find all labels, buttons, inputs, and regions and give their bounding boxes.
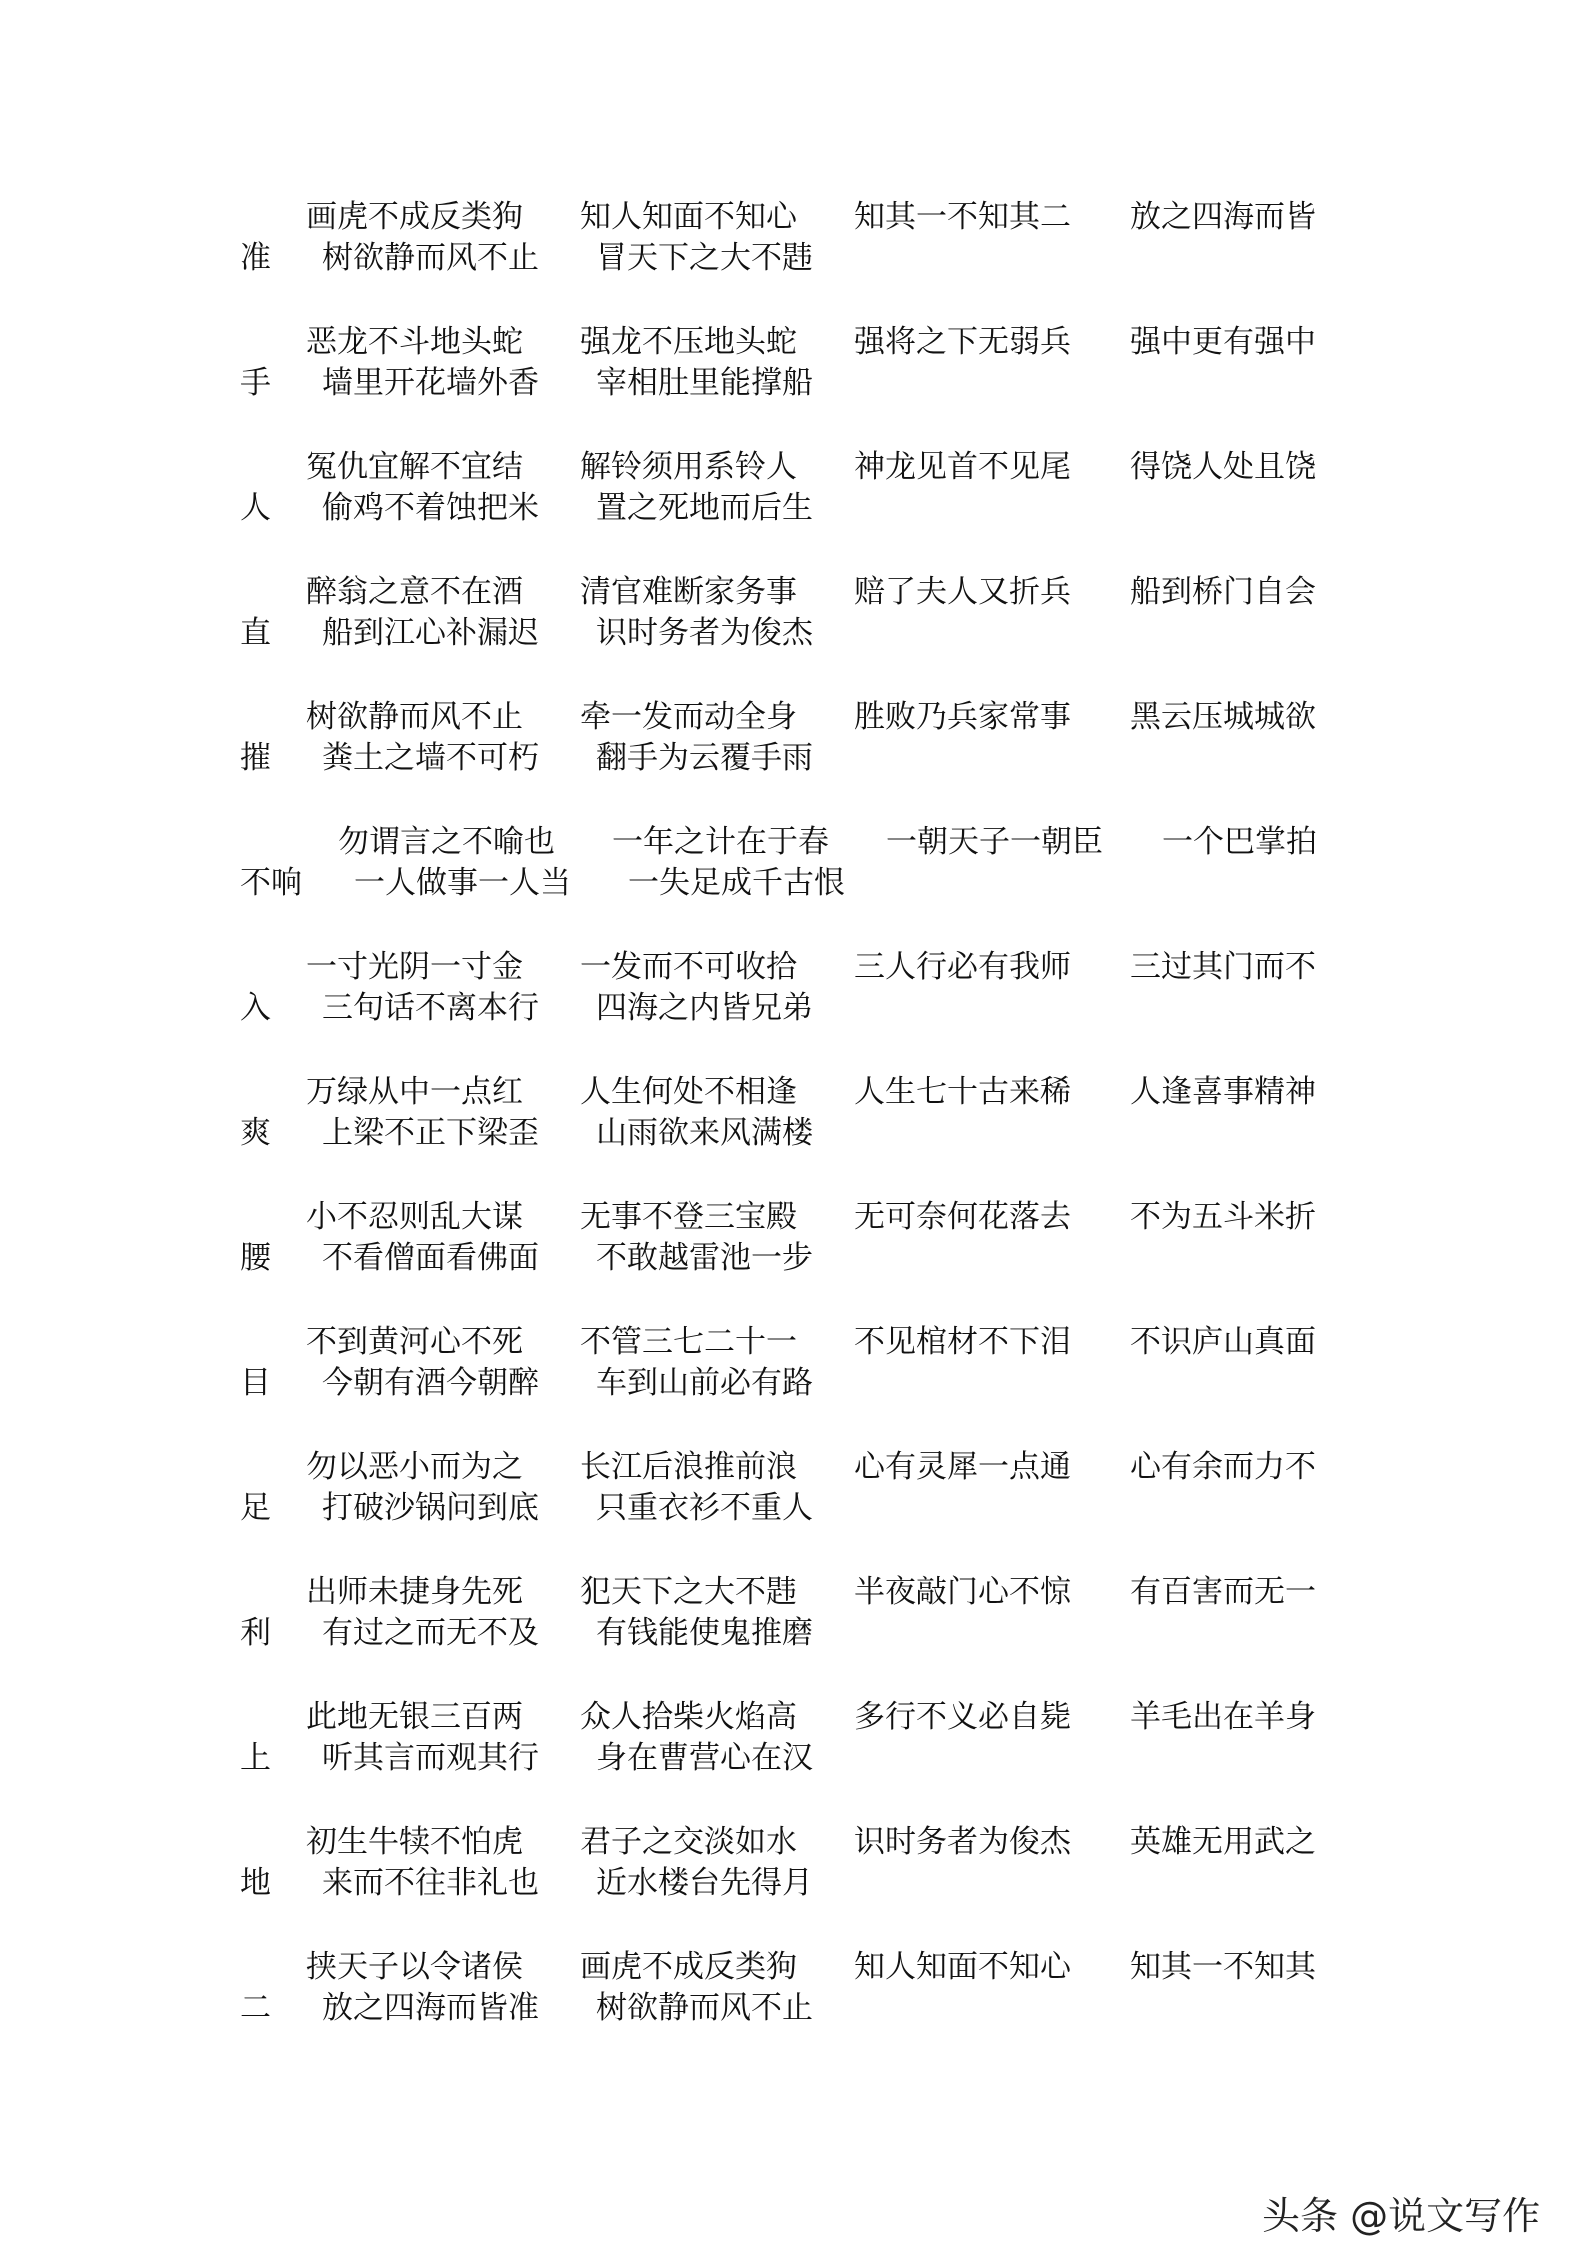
idiom: 出师未捷身先死: [306, 1574, 523, 1610]
idiom-tail: 利: [240, 1615, 271, 1651]
idiom: 此地无银三百两: [306, 1699, 523, 1735]
idiom-entry: [240, 1695, 1340, 1785]
idiom-tail: 腰: [240, 1240, 271, 1276]
idiom: 只重衣衫不重人: [596, 1490, 813, 1526]
idiom: 来而不往非礼也: [322, 1865, 539, 1901]
idiom: 一人做事一人当: [354, 865, 571, 901]
idiom: 不见棺材不下泪: [854, 1324, 1071, 1360]
idiom: 一朝天子一朝臣: [886, 824, 1103, 860]
idiom-partial: 黑云压城城欲: [1130, 699, 1316, 735]
idiom: 四海之内皆兄弟: [596, 990, 813, 1026]
idiom-entry: [240, 1945, 1340, 2035]
idiom: 车到山前必有路: [596, 1365, 813, 1401]
idiom-tail: 直: [240, 615, 271, 651]
idiom: 打破沙锅问到底: [322, 1490, 539, 1526]
idiom: 众人拾柴火焰高: [580, 1699, 797, 1735]
idiom: 半夜敲门心不惊: [854, 1574, 1071, 1610]
idiom-tail: 入: [240, 990, 271, 1026]
idiom: 置之死地而后生: [596, 490, 813, 526]
idiom: 上梁不正下梁歪: [322, 1115, 539, 1151]
idiom: 身在曹营心在汉: [596, 1740, 813, 1776]
idiom: 多行不义必自毙: [854, 1699, 1071, 1735]
idiom-tail: 手: [240, 365, 271, 401]
idiom: 知人知面不知心: [854, 1949, 1071, 1985]
idiom: 树欲静而风不止: [306, 699, 523, 735]
idiom: 万绿从中一点红: [306, 1074, 523, 1110]
idiom: 犯天下之大不韪: [580, 1574, 797, 1610]
idiom: 一年之计在于春: [612, 824, 829, 860]
idiom: 三句话不离本行: [322, 990, 539, 1026]
idiom: 醉翁之意不在酒: [306, 574, 523, 610]
idiom: 墙里开花墙外香: [322, 365, 539, 401]
idiom: 强龙不压地头蛇: [580, 324, 797, 360]
idiom-entry: [240, 445, 1340, 535]
idiom-tail: 地: [240, 1865, 271, 1901]
idiom-partial: 英雄无用武之: [1130, 1824, 1316, 1860]
idiom: 无事不登三宝殿: [580, 1199, 797, 1235]
idiom-entry: [240, 1445, 1340, 1535]
idiom-tail: 爽: [240, 1115, 271, 1151]
idiom: 牵一发而动全身: [580, 699, 797, 735]
idiom-partial: 船到桥门自会: [1130, 574, 1316, 610]
idiom: 不到黄河心不死: [306, 1324, 523, 1360]
idiom: 一发而不可收拾: [580, 949, 797, 985]
idiom-partial: 羊毛出在羊身: [1130, 1699, 1316, 1735]
idiom-partial: 人逢喜事精神: [1130, 1074, 1316, 1110]
idiom: 强将之下无弱兵: [854, 324, 1071, 360]
idiom: 初生牛犊不怕虎: [306, 1824, 523, 1860]
idiom: 小不忍则乱大谋: [306, 1199, 523, 1235]
idiom-partial: 有百害而无一: [1130, 1574, 1316, 1610]
idiom-tail: 不响: [240, 865, 302, 901]
idiom: 恶龙不斗地头蛇: [306, 324, 523, 360]
idiom: 清官难断家务事: [580, 574, 797, 610]
idiom: 山雨欲来风满楼: [596, 1115, 813, 1151]
idiom: 知其一不知其二: [854, 199, 1071, 235]
idiom-entry: [240, 695, 1340, 785]
idiom-entry: [240, 1820, 1340, 1910]
idiom: 宰相肚里能撑船: [596, 365, 813, 401]
idiom: 长江后浪推前浪: [580, 1449, 797, 1485]
idiom: 君子之交淡如水: [580, 1824, 797, 1860]
idiom: 今朝有酒今朝醉: [322, 1365, 539, 1401]
idiom-entry: [240, 1195, 1340, 1285]
idiom: 挟天子以令诸侯: [306, 1949, 523, 1985]
idiom: 听其言而观其行: [322, 1740, 539, 1776]
idiom-partial: 不为五斗米折: [1130, 1199, 1316, 1235]
idiom: 胜败乃兵家常事: [854, 699, 1071, 735]
idiom-entry: [240, 570, 1340, 660]
idiom-entry: [240, 1320, 1340, 1410]
idiom-partial: 一个巴掌拍: [1162, 824, 1317, 860]
idiom-tail: 足: [240, 1490, 271, 1526]
idiom: 人生何处不相逢: [580, 1074, 797, 1110]
idiom-tail: 目: [240, 1365, 271, 1401]
idiom-tail: 人: [240, 490, 271, 526]
idiom: 树欲静而风不止: [322, 240, 539, 276]
idiom-partial: 三过其门而不: [1130, 949, 1316, 985]
idiom-partial: 放之四海而皆: [1130, 199, 1316, 235]
watermark: 头条 @说文写作: [1262, 2194, 1541, 2238]
idiom: 翻手为云覆手雨: [596, 740, 813, 776]
idiom: 不敢越雷池一步: [596, 1240, 813, 1276]
idiom: 解铃须用系铃人: [580, 449, 797, 485]
idiom-tail: 摧: [240, 740, 271, 776]
idiom: 有过之而无不及: [322, 1615, 539, 1651]
idiom: 一失足成千古恨: [628, 865, 845, 901]
idiom-partial: 强中更有强中: [1130, 324, 1316, 360]
idiom-entry: [240, 320, 1340, 410]
idiom: 赔了夫人又折兵: [854, 574, 1071, 610]
idiom: 勿以恶小而为之: [306, 1449, 523, 1485]
idiom: 不看僧面看佛面: [322, 1240, 539, 1276]
idiom-partial: 心有余而力不: [1130, 1449, 1316, 1485]
idiom: 树欲静而风不止: [596, 1990, 813, 2026]
idiom: 一寸光阴一寸金: [306, 949, 523, 985]
idiom-entry: [240, 195, 1340, 285]
idiom: 画虎不成反类狗: [306, 199, 523, 235]
idiom-partial: 得饶人处且饶: [1130, 449, 1316, 485]
idiom-entry: [240, 820, 1340, 910]
idiom-partial: 知其一不知其: [1130, 1949, 1316, 1985]
idiom: 放之四海而皆准: [322, 1990, 539, 2026]
idiom-entry: [240, 1070, 1340, 1160]
idiom: 无可奈何花落去: [854, 1199, 1071, 1235]
idiom: 三人行必有我师: [854, 949, 1071, 985]
idiom: 有钱能使鬼推磨: [596, 1615, 813, 1651]
idiom: 知人知面不知心: [580, 199, 797, 235]
idiom: 近水楼台先得月: [596, 1865, 813, 1901]
idiom: 不管三七二十一: [580, 1324, 797, 1360]
idiom-entry: [240, 1570, 1340, 1660]
idiom: 冒天下之大不韪: [596, 240, 813, 276]
idiom: 神龙见首不见尾: [854, 449, 1071, 485]
idiom: 识时务者为俊杰: [596, 615, 813, 651]
idiom: 勿谓言之不喻也: [338, 824, 555, 860]
idiom: 画虎不成反类狗: [580, 1949, 797, 1985]
idiom: 冤仇宜解不宜结: [306, 449, 523, 485]
idiom-partial: 不识庐山真面: [1130, 1324, 1316, 1360]
idiom: 识时务者为俊杰: [854, 1824, 1071, 1860]
idiom: 船到江心补漏迟: [322, 615, 539, 651]
idiom: 心有灵犀一点通: [854, 1449, 1071, 1485]
idiom-entry: [240, 945, 1340, 1035]
idiom-tail: 二: [240, 1990, 271, 2026]
idiom-tail: 上: [240, 1740, 271, 1776]
idiom: 人生七十古来稀: [854, 1074, 1071, 1110]
idiom: 粪土之墙不可朽: [322, 740, 539, 776]
idiom-tail: 准: [240, 240, 271, 276]
idiom: 偷鸡不着蚀把米: [322, 490, 539, 526]
